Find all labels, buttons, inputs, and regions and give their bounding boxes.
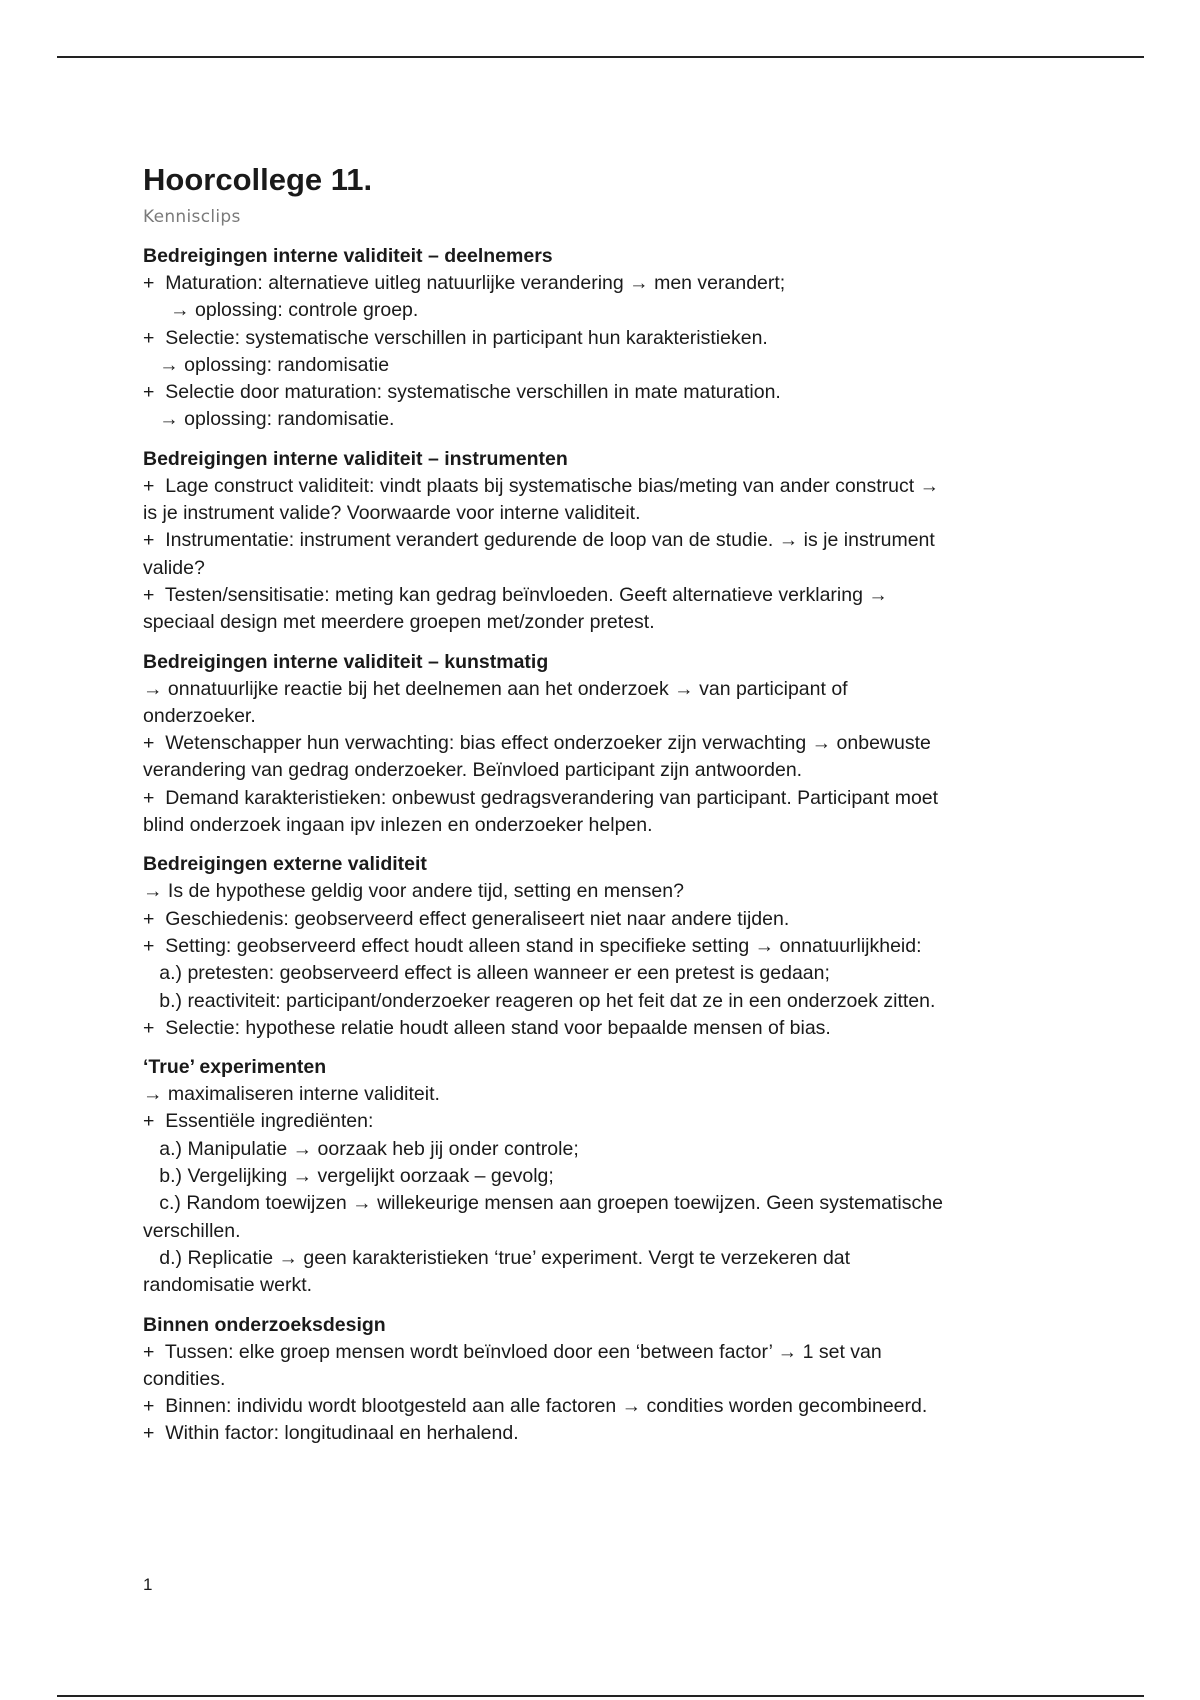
text-line: speciaal design met meerdere groepen met/zonder pretest. bbox=[143, 611, 655, 634]
text-line: + Demand karakteristieken: onbewust gedragsverandering van participant. Participant moet bbox=[143, 786, 939, 809]
text-line: b.) reactiviteit: participant/onderzoeker reageren op het feit dat ze in een onderzoek zitten. bbox=[143, 989, 936, 1012]
sections-container bbox=[143, 243, 1063, 1448]
page-subtitle: Kennisclips bbox=[143, 207, 241, 227]
section-heading: Bedreigingen interne validiteit – kunstmatig bbox=[143, 650, 549, 673]
text-line: + Essentiële ingrediënten: bbox=[143, 1110, 374, 1133]
page-number: 1 bbox=[143, 1575, 153, 1594]
text-line: randomisatie werkt. bbox=[143, 1274, 313, 1297]
text-line: + Selectie: hypothese relatie houdt alleen stand voor bepaalde mensen of bias. bbox=[143, 1016, 831, 1039]
text-line: + Maturation: alternatieve uitleg natuurlijke verandering → men verandert; bbox=[143, 272, 786, 294]
section-heading: Binnen onderzoeksdesign bbox=[143, 1313, 386, 1336]
text-line: + Lage construct validiteit: vindt plaats bij systematische bias/meting van ander construct → bbox=[143, 474, 940, 497]
text-line: + Selectie door maturation: systematische verschillen in mate maturation. bbox=[143, 381, 781, 404]
text-line: → oplossing: randomisatie bbox=[143, 353, 390, 376]
section bbox=[143, 1312, 1063, 1448]
section-heading: Bedreigingen interne validiteit – deelnemers bbox=[143, 245, 553, 267]
text-line: condities. bbox=[143, 1367, 226, 1390]
text-line: verschillen. bbox=[143, 1219, 241, 1242]
page-title: Hoorcollege 11. bbox=[143, 162, 373, 197]
text-line: b.) Vergelijking → vergelijkt oorzaak – gevolg; bbox=[143, 1165, 554, 1188]
text-line: a.) pretesten: geobserveerd effect is alleen wanneer er een pretest is gedaan; bbox=[143, 962, 830, 985]
text-line: d.) Replicatie → geen karakteristieken ‘true’ experiment. Vergt te verzekeren dat bbox=[143, 1246, 851, 1269]
text-line: + Instrumentatie: instrument verandert gedurende de loop van de studie. → is je instrument bbox=[143, 529, 935, 552]
text-line: blind onderzoek ingaan ipv inlezen en onderzoeker helpen. bbox=[143, 814, 653, 837]
text-line: valide? bbox=[143, 556, 205, 579]
text-line: + Testen/sensitisatie: meting kan gedrag beïnvloeden. Geeft alternatieve verklaring → bbox=[143, 583, 888, 606]
section bbox=[143, 851, 1063, 1042]
text-line: + Binnen: individu wordt blootgesteld aan alle factoren → condities worden gecombineerd. bbox=[143, 1395, 928, 1418]
text-line: → maximaliseren interne validiteit. bbox=[143, 1083, 440, 1106]
text-line: + Selectie: systematische verschillen in participant hun karakteristieken. bbox=[143, 326, 768, 349]
section-heading: ‘True’ experimenten bbox=[143, 1056, 327, 1079]
text-line: → oplossing: controle groep. bbox=[143, 299, 419, 322]
text-line: + Setting: geobserveerd effect houdt alleen stand in specifieke setting → onnatuurlijkheid: bbox=[143, 934, 922, 957]
section-heading: Bedreigingen externe validiteit bbox=[143, 853, 427, 876]
text-line: + Geschiedenis: geobserveerd effect generaliseert niet naar andere tijden. bbox=[143, 907, 790, 930]
section bbox=[143, 446, 1063, 637]
header-rule bbox=[57, 56, 1144, 58]
text-line: → onnatuurlijke reactie bij het deelnemen aan het onderzoek → van participant of bbox=[143, 677, 848, 700]
text-line: verandering van gedrag onderzoeker. Beïnvloed participant zijn antwoorden. bbox=[143, 759, 803, 782]
footer-rule bbox=[57, 1695, 1144, 1697]
text-line: + Wetenschapper hun verwachting: bias effect onderzoeker zijn verwachting → onbewuste bbox=[143, 732, 931, 755]
text-line: is je instrument valide? Voorwaarde voor interne validiteit. bbox=[143, 502, 641, 525]
text-line: → Is de hypothese geldig voor andere tijd, setting en mensen? bbox=[143, 880, 684, 903]
text-line: onderzoeker. bbox=[143, 704, 256, 727]
section bbox=[143, 1054, 1063, 1299]
page-content bbox=[143, 160, 1063, 1460]
text-line: a.) Manipulatie → oorzaak heb jij onder controle; bbox=[143, 1137, 579, 1160]
section bbox=[143, 243, 1063, 434]
text-line: → oplossing: randomisatie. bbox=[143, 408, 395, 431]
section bbox=[143, 649, 1063, 840]
text-line: + Tussen: elke groep mensen wordt beïnvloed door een ‘between factor’ → 1 set van bbox=[143, 1340, 882, 1363]
section-heading: Bedreigingen interne validiteit – instrumenten bbox=[143, 447, 568, 470]
text-line: c.) Random toewijzen → willekeurige mensen aan groepen toewijzen. Geen systematische bbox=[143, 1192, 943, 1215]
text-line: + Within factor: longitudinaal en herhalend. bbox=[143, 1422, 519, 1445]
